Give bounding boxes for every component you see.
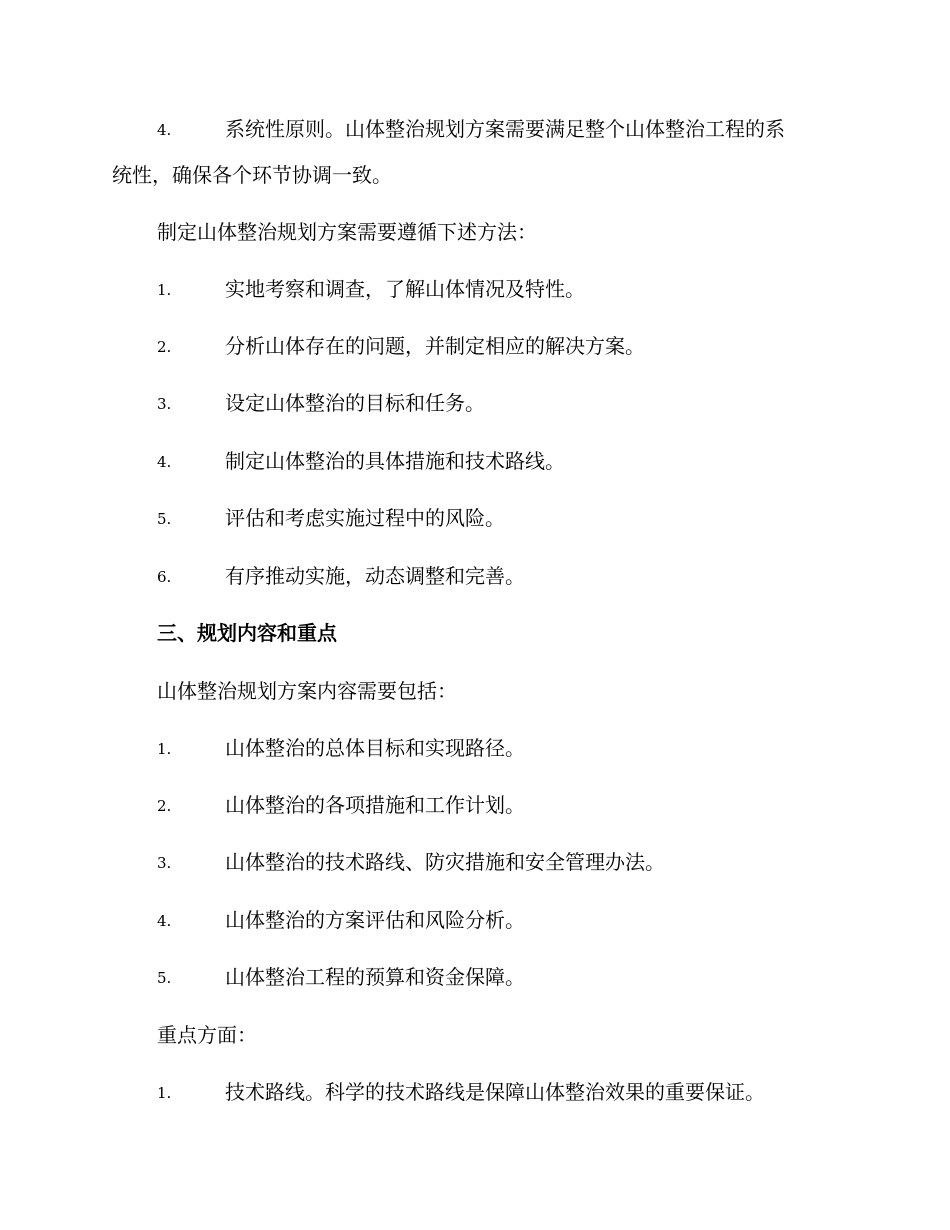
paragraph: 制定山体整治规划方案需要遵循下述方法： — [157, 220, 537, 244]
paragraph: 重点方面： — [157, 1023, 257, 1047]
list-item-text: 山体整治的总体目标和实现路径。 — [225, 736, 525, 760]
section-heading: 三、规划内容和重点 — [157, 621, 337, 645]
list-item-text: 设定山体整治的目标和任务。 — [225, 391, 485, 415]
list-number: 5. — [157, 969, 172, 987]
list-item-text: 实地考察和调查，了解山体情况及特性。 — [225, 277, 585, 301]
list-item-text-continuation: 统性，确保各个环节协调一致。 — [112, 163, 392, 187]
list-item-text: 有序推动实施，动态调整和完善。 — [225, 564, 525, 588]
list-number: 4. — [157, 912, 172, 930]
list-item-text: 评估和考虑实施过程中的风险。 — [225, 506, 505, 530]
list-number: 6. — [157, 568, 172, 586]
list-number: 1. — [157, 281, 172, 299]
list-number: 5. — [157, 510, 172, 528]
list-number: 2. — [157, 797, 172, 815]
list-item-text: 技术路线。科学的技术路线是保障山体整治效果的重要保证。 — [225, 1080, 765, 1104]
list-number: 1. — [157, 1084, 172, 1102]
list-item-text: 分析山体存在的问题，并制定相应的解决方案。 — [225, 334, 645, 358]
list-number: 3. — [157, 854, 172, 872]
list-number: 1. — [157, 740, 172, 758]
list-number: 4. — [157, 453, 172, 471]
list-item-text: 山体整治的方案评估和风险分析。 — [225, 908, 525, 932]
list-item-text: 山体整治的各项措施和工作计划。 — [225, 793, 525, 817]
list-item-text: 山体整治的技术路线、防灾措施和安全管理办法。 — [225, 850, 665, 874]
list-number: 4. — [157, 121, 172, 139]
paragraph: 山体整治规划方案内容需要包括： — [157, 679, 457, 703]
list-item-text: 系统性原则。山体整治规划方案需要满足整个山体整治工程的系 — [225, 117, 785, 141]
list-item-text: 山体整治工程的预算和资金保障。 — [225, 965, 525, 989]
list-number: 2. — [157, 338, 172, 356]
list-number: 3. — [157, 395, 172, 413]
list-item-text: 制定山体整治的具体措施和技术路线。 — [225, 449, 565, 473]
